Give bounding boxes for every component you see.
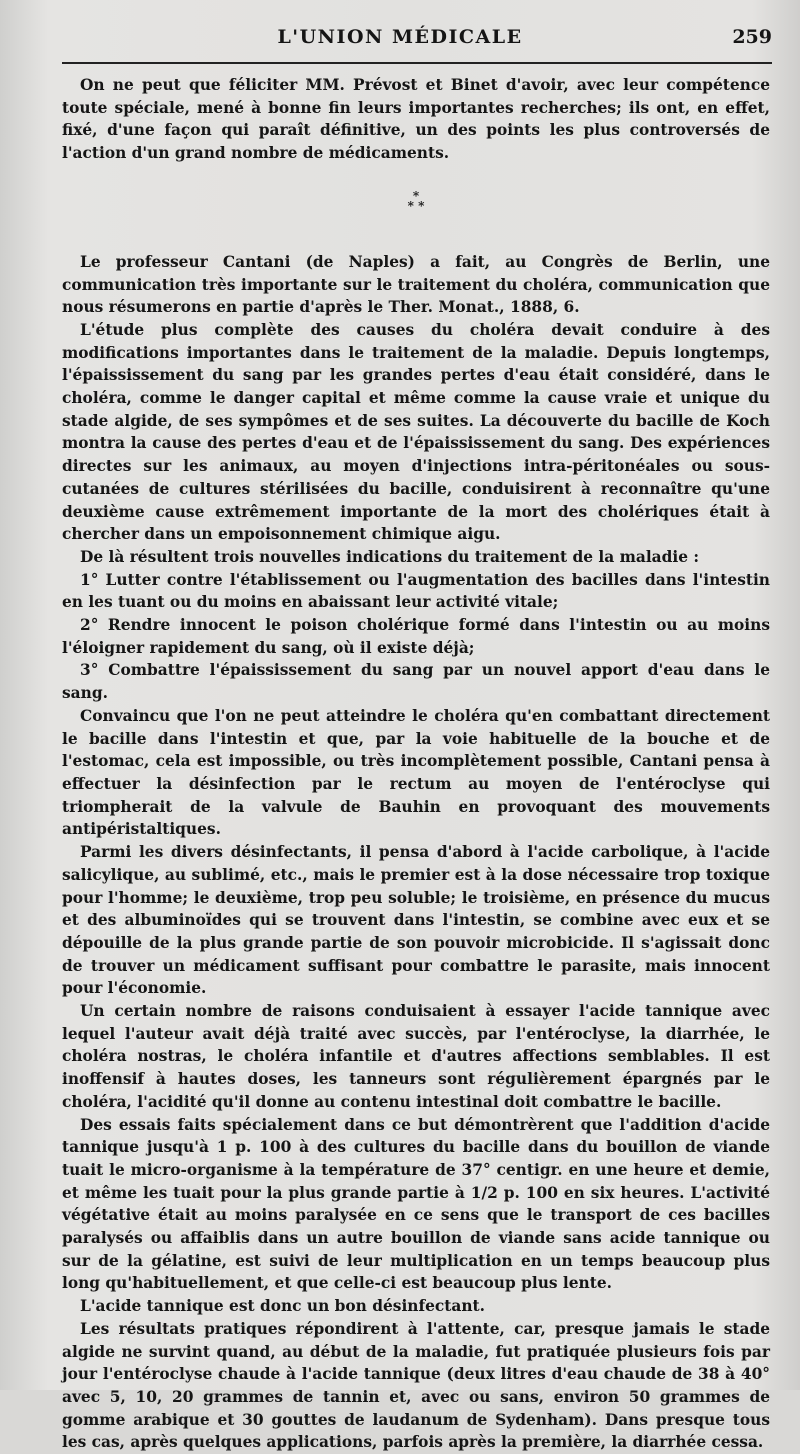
asterism-top: * <box>412 188 420 203</box>
paragraph: 2° Rendre innocent le poison cholérique formé dans l'intestin ou au moins l'éloigner rapidement du sang, où il existe déjà; <box>62 616 770 657</box>
section-separator <box>62 188 770 213</box>
paragraph: On ne peut que féliciter MM. Prévost et Binet d'avoir, avec leur compétence toute spéciale, mené à bonne fin leurs importantes recherches; ils ont, en effet, fixé, d'une façon qui paraît définitive, un des points les plus controversés de l'action d'un grand nombre de médicaments. <box>62 76 770 163</box>
paragraph: De là résultent trois nouvelles indications du traitement de la maladie : <box>80 547 700 566</box>
paragraph: Les résultats pratiques répondirent à l'attente, car, presque jamais le stade algide ne survint quand, au début de la maladie, fut pratiquée plusieurs fois par jour l'entéroclyse chaude à l'acide tannique (deux litres d'eau chaude de 38 à 40° avec 5, 10, 20 grammes de tannin et, avec ou sans, environ 50 grammes de gomme arabique et 30 gouttes de laudanum de Sydenham). Dans presque tous les cas, après quelques applications, parfois après la première, la diarrhée cessa. <box>62 1319 770 1452</box>
paragraph: 3° Combattre l'épaississement du sang par un nouvel apport d'eau dans le sang. <box>62 661 770 703</box>
asterism-bottom: * * <box>407 198 425 213</box>
paragraph: Des essais faits spécialement dans ce but démontrèrent que l'addition d'acide tannique jusqu'à 1 p. 100 à des cultures du bacille dans du bouillon de viande tuait le micro-organisme à la température de 37° centigr. en une heure et demie, et même les tuait pour la plus grande partie à 1/2 p. 100 en six heures. L'activité végétative était au moins paralysée en ce sens que le transport de ces bacilles paralysés ou affaiblis dans un autre bouillon de viande sans acide tannique ou sur de la gélatine, est suivi de leur multiplication en un temps beaucoup plus long qu'habituellement, et que celle-ci est beaucoup plus lente. <box>62 1115 770 1293</box>
page-header <box>0 22 800 52</box>
paragraph: L'étude plus complète des causes du choléra devait conduire à des modifications importantes dans le traitement de la maladie. Depuis longtemps, l'épaississement du sang par les grandes pertes d'eau était considéré, dans le choléra, comme le danger capital et même comme la cause vraie et unique du stade algide, de ses sympômes et de ses suites. La découverte du bacille de Koch montra la cause des pertes d'eau et de l'épaississement du sang. Des expériences directes sur les animaux, au moyen d'injections intra-péritonéales ou sous-cutanées de cultures stérilisées du bacille, conduisirent à reconnaître qu'une deuxième cause extrêmement importante de la mort des cholériques était à chercher dans un empoisonnement chimique aigu. <box>62 320 770 544</box>
running-title: L'UNION MÉDICALE <box>277 26 523 48</box>
body-text <box>62 74 770 1454</box>
paragraph: Un certain nombre de raisons conduisaient à essayer l'acide tannique avec lequel l'auteur avait déjà traité avec succès, par l'entéroclyse, la diarrhée, le choléra nostras, le choléra infantile et d'autres affections semblables. Il est inoffensif à hautes doses, les tanneurs sont régulièrement épargnés par le choléra, l'acidité qu'il donne au contenu intestinal doit combattre le bacille. <box>62 1002 770 1111</box>
header-rule <box>62 62 772 64</box>
paragraph: 1° Lutter contre l'établissement ou l'augmentation des bacilles dans l'intestin en les tuant ou du moins en abaissant leur activité vitale; <box>62 570 770 612</box>
paragraph: L'acide tannique est donc un bon désinfectant. <box>80 1297 486 1316</box>
paragraph: Convaincu que l'on ne peut atteindre le choléra qu'en combattant directement le bacille dans l'intestin et que, par la voie habituelle de la bouche et de l'estomac, cela est impossible, ou très incomplètement possible, Cantani pensa à effectuer la désinfection par le rectum au moyen de l'entéroclyse qui triompherait de la valvule de Bauhin en provoquant des mouvements antipéristaltiques. <box>62 706 770 839</box>
paragraph: Le professeur Cantani (de Naples) a fait, au Congrès de Berlin, une communication très importante sur le traitement du choléra, communication que nous résumerons en partie d'après le Ther. Monat., 1888, 6. <box>62 252 770 317</box>
paragraph: Parmi les divers désinfectants, il pensa d'abord à l'acide carbolique, à l'acide salicylique, au sublimé, etc., mais le premier est à la dose nécessaire trop toxique pour l'homme; le deuxième, trop peu soluble; le troisième, en présence du mucus et des albuminoïdes qui se trouvent dans l'intestin, se combine avec eux et se dépouille de la plus grande partie de son pouvoir microbicide. Il s'agissait donc de trouver un médicament suffisant pour combattre le parasite, mais innocent pour l'économie. <box>62 843 770 998</box>
page-number: 259 <box>732 26 772 48</box>
